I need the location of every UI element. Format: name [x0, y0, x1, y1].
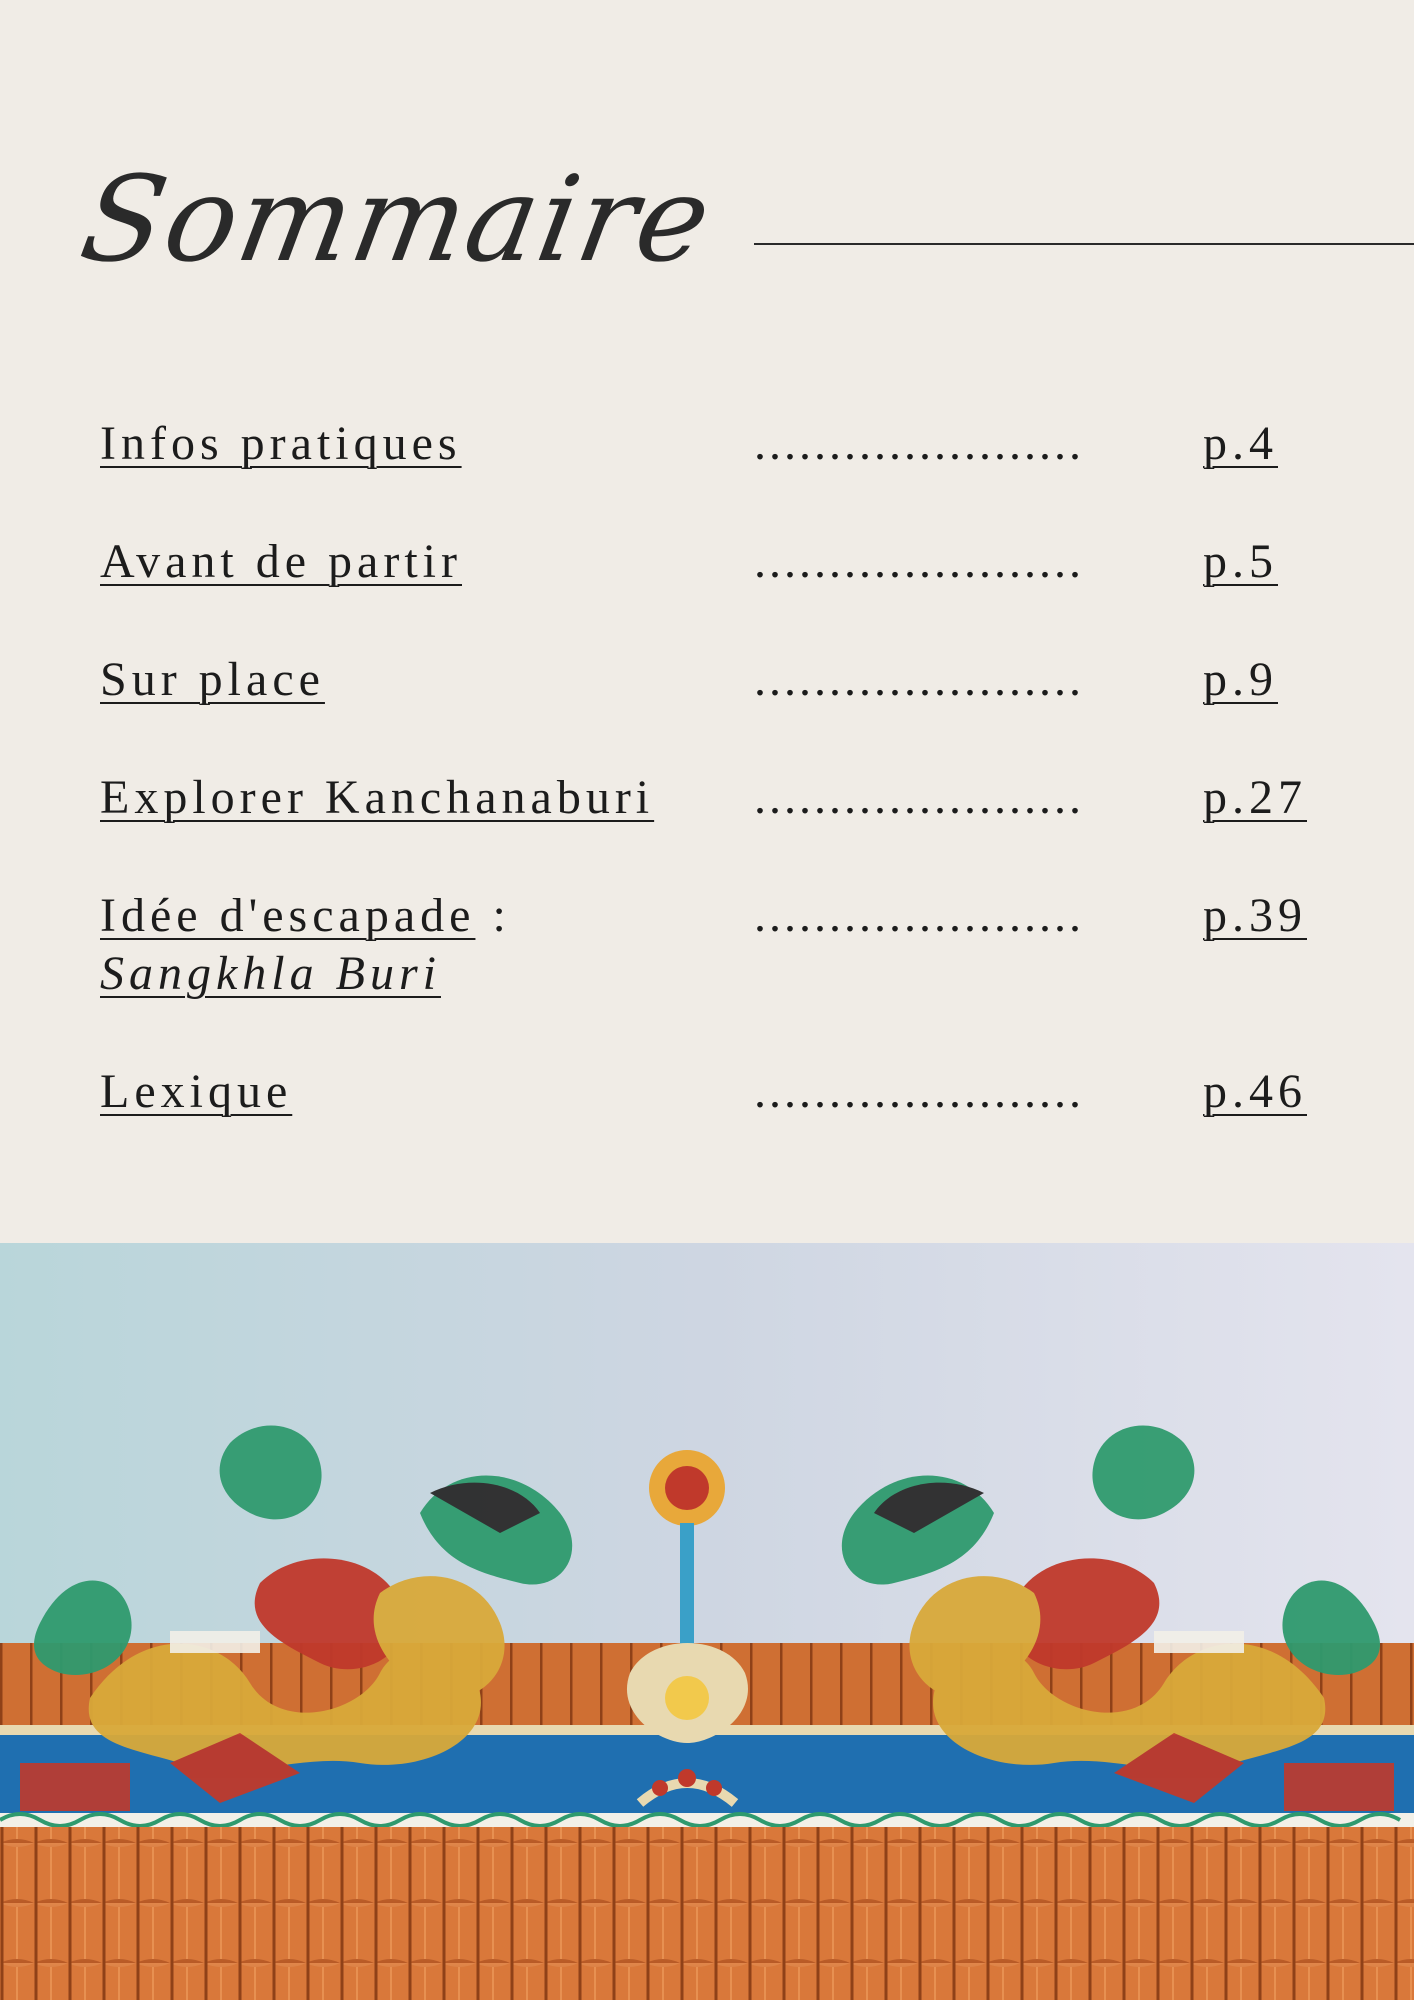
temple-roof-illustration: [0, 1243, 1414, 2000]
toc-leader-dots: ......................: [754, 771, 1084, 824]
toc-label[interactable]: Avant de partir: [100, 535, 462, 588]
page-title: Sommaire: [71, 150, 723, 288]
title-divider: [754, 243, 1414, 245]
toc-label-multiline[interactable]: [100, 887, 511, 1003]
toc-label[interactable]: Explorer Kanchanaburi: [100, 771, 655, 824]
toc-page-number[interactable]: p.4: [1203, 417, 1278, 470]
toc-leader-dots: ......................: [754, 653, 1084, 706]
toc-sublabel[interactable]: Sangkhla Buri: [100, 947, 441, 1000]
toc-page-number[interactable]: p.9: [1203, 653, 1278, 706]
toc-page-number[interactable]: p.27: [1203, 771, 1307, 824]
toc-label-separator: :: [492, 889, 511, 942]
toc-leader-dots: ......................: [754, 417, 1084, 470]
toc-page-number[interactable]: p.5: [1203, 535, 1278, 588]
toc-leader-dots: ......................: [754, 1065, 1084, 1118]
toc-page-number[interactable]: p.46: [1203, 1065, 1307, 1118]
toc-label[interactable]: Sur place: [100, 653, 325, 706]
toc-leader-dots: ......................: [754, 889, 1084, 942]
toc-label-main[interactable]: Idée d'escapade: [100, 889, 476, 942]
toc-label[interactable]: Lexique: [100, 1065, 293, 1118]
temple-roof-photo: [0, 1243, 1414, 2000]
toc-leader-dots: ......................: [754, 535, 1084, 588]
toc-label[interactable]: Infos pratiques: [100, 417, 462, 470]
toc-page-number[interactable]: p.39: [1203, 889, 1307, 942]
